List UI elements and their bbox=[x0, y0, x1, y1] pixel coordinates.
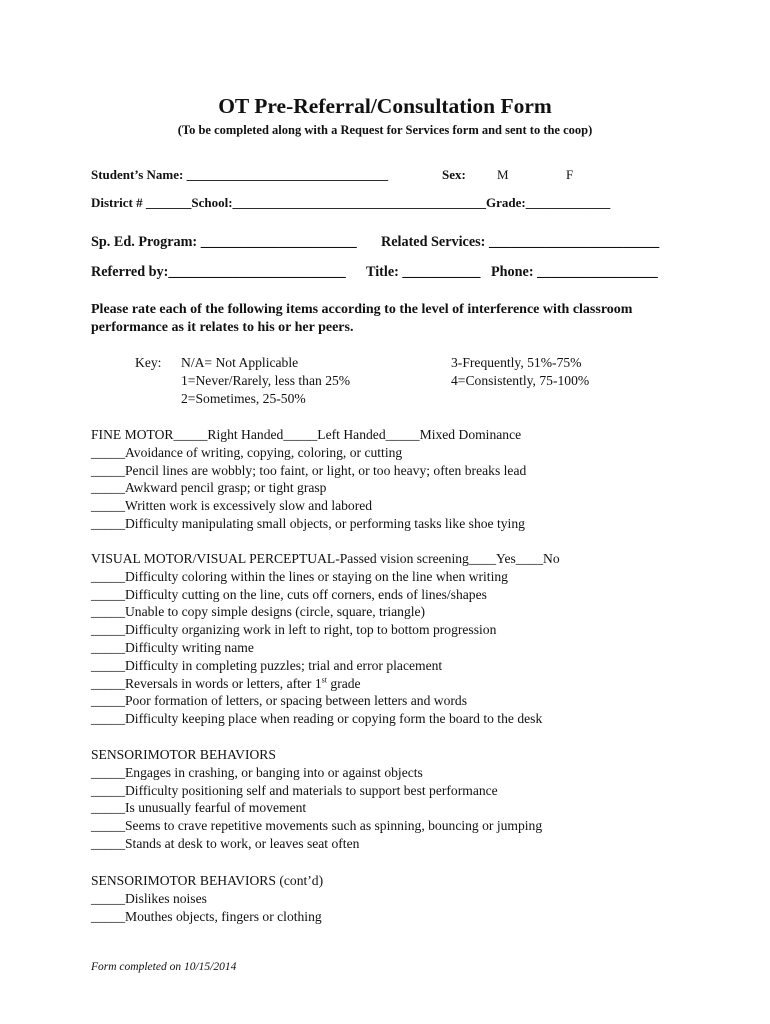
key-item: N/A= Not Applicable bbox=[181, 355, 299, 370]
key-label: Key: bbox=[135, 355, 162, 370]
reversals-text: _____Reversals in words or letters, after 1 bbox=[91, 675, 322, 691]
referred-by-field[interactable]: Referred by:_________________________ bbox=[91, 264, 346, 280]
form-subtitle: (To be completed along with a Request for Services form and sent to the coop) bbox=[177, 123, 593, 137]
rating-instructions: Please rate each of the following items according to the level of interference with classroom performance as it relates to his or her peers. bbox=[91, 302, 633, 335]
sped-program-field[interactable]: Sp. Ed. Program: ______________________ bbox=[91, 234, 357, 250]
sensorimotor-section bbox=[91, 746, 542, 853]
checklist-item[interactable]: _____Engages in crashing, or banging into or against objects bbox=[91, 764, 423, 780]
form-title: OT Pre-Referral/Consultation Form bbox=[218, 94, 552, 118]
visual-motor-heading[interactable]: VISUAL MOTOR/VISUAL PERCEPTUAL-Passed vision screening____Yes____No bbox=[91, 551, 560, 566]
checklist-item[interactable]: _____Avoidance of writing, copying, coloring, or cutting bbox=[91, 444, 403, 460]
sex-option-m[interactable]: M bbox=[497, 167, 509, 182]
visual-motor-section bbox=[91, 550, 560, 728]
key-item: 3-Frequently, 51%-75% bbox=[451, 355, 582, 370]
checklist-item[interactable]: _____Written work is excessively slow and labored bbox=[91, 498, 373, 514]
students-name-field[interactable]: Student’s Name: _______________________________ bbox=[91, 167, 389, 182]
checklist-item[interactable]: _____Unable to copy simple designs (circle, square, triangle) bbox=[91, 604, 426, 620]
title-field[interactable]: Title: ___________ bbox=[366, 264, 481, 280]
checklist-item[interactable]: _____Difficulty organizing work in left to right, top to bottom progression bbox=[91, 622, 497, 638]
checklist-item[interactable]: _____Difficulty manipulating small objects, or performing tasks like shoe tying bbox=[91, 515, 525, 531]
checklist-item[interactable]: _____Poor formation of letters, or spacing between letters and words bbox=[91, 693, 467, 709]
checklist-item[interactable]: _____Stands at desk to work, or leaves seat often bbox=[91, 835, 360, 851]
checklist-item[interactable]: _____Difficulty positioning self and materials to support best performance bbox=[91, 782, 498, 798]
fine-motor-heading[interactable]: FINE MOTOR_____Right Handed_____Left Handed_____Mixed Dominance bbox=[91, 427, 522, 442]
sensorimotor-contd-section bbox=[91, 872, 323, 925]
checklist-item[interactable]: _____Difficulty keeping place when reading or copying form the board to the desk bbox=[91, 711, 543, 727]
checklist-item[interactable]: _____Dislikes noises bbox=[91, 890, 207, 906]
checklist-item[interactable]: _____Difficulty writing name bbox=[91, 639, 254, 655]
checklist-item[interactable]: _____Pencil lines are wobbly; too faint, or light, or too heavy; often breaks lead bbox=[91, 462, 527, 478]
checklist-item-reversals[interactable] bbox=[91, 675, 560, 693]
key-left-column bbox=[181, 354, 350, 408]
checklist-item[interactable]: _____Difficulty in completing puzzles; trial and error placement bbox=[91, 657, 443, 673]
checklist-item[interactable]: _____Seems to crave repetitive movements such as spinning, bouncing or jumping bbox=[91, 818, 543, 834]
checklist-item[interactable]: _____Difficulty coloring within the lines or staying on the line when writing bbox=[91, 568, 508, 584]
checklist-item[interactable]: _____Difficulty cutting on the line, cuts off corners, ends of lines/shapes bbox=[91, 586, 487, 602]
sensorimotor-heading: SENSORIMOTOR BEHAVIORS bbox=[91, 747, 276, 762]
checklist-item[interactable]: _____Is unusually fearful of movement bbox=[91, 800, 307, 816]
key-item: 4=Consistently, 75-100% bbox=[451, 373, 590, 388]
sensorimotor-contd-heading: SENSORIMOTOR BEHAVIORS (cont’d) bbox=[91, 873, 324, 888]
related-services-field[interactable]: Related Services: ________________________ bbox=[381, 234, 660, 250]
key-right-column bbox=[451, 354, 589, 390]
district-school-grade-field[interactable]: District # _______School:_______________________________________Grade:_____________ bbox=[91, 195, 611, 210]
key-item: 1=Never/Rarely, less than 25% bbox=[181, 373, 351, 388]
fine-motor-section bbox=[91, 426, 526, 533]
checklist-item[interactable]: _____Mouthes objects, fingers or clothing bbox=[91, 908, 322, 924]
ordinal-suffix: st bbox=[321, 675, 327, 685]
sex-label: Sex: bbox=[442, 167, 466, 182]
reversals-grade-text: grade bbox=[327, 675, 361, 691]
checklist-item[interactable]: _____Awkward pencil grasp; or tight grasp bbox=[91, 480, 327, 496]
form-completed-date: Form completed on 10/15/2014 bbox=[91, 961, 237, 973]
sex-option-f[interactable]: F bbox=[566, 167, 574, 182]
phone-field[interactable]: Phone: _________________ bbox=[491, 264, 658, 280]
key-item: 2=Sometimes, 25-50% bbox=[181, 391, 306, 406]
